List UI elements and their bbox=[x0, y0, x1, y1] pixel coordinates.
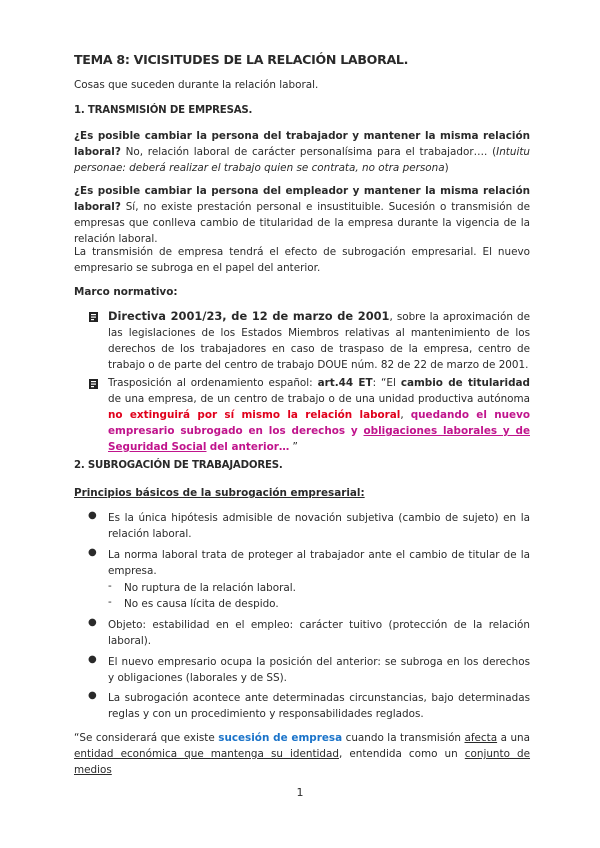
dash: - bbox=[108, 596, 112, 608]
notepad-icon bbox=[88, 311, 100, 323]
bullet-item-1: Es la única hipótesis admisible de novación subjetiva (cambio de sujeto) en la relación laboral. bbox=[108, 512, 530, 540]
sub-item-2: No es causa lícita de despido. bbox=[124, 598, 279, 610]
bullet-item-2: La norma laboral trata de proteger al trabajador ante el cambio de titular de la empresa. bbox=[108, 549, 530, 577]
question-2-paragraph bbox=[74, 183, 530, 247]
answer-1-end: ) bbox=[444, 162, 449, 174]
answer-1-italic: Intuitu personae: deberá realizar el trabajo quien se contrata, no otra persona bbox=[74, 146, 530, 174]
bullet-dot: ● bbox=[88, 510, 97, 521]
subrogado-highlight: quedando el nuevo empresario subrogado en los derechos y bbox=[108, 409, 530, 437]
section-heading-1: 1. TRANSMISIÓN DE EMPRESAS. bbox=[74, 105, 253, 116]
afecta-underlined: afecta bbox=[464, 732, 498, 744]
directiva-title: Directiva 2001/23, de 12 de marzo de 2001 bbox=[108, 309, 390, 323]
sucesion-paragraph bbox=[74, 730, 530, 778]
quote-close: ” bbox=[289, 441, 298, 453]
question-2: ¿Es posible cambiar la persona del empleador y mantener la misma relación laboral? bbox=[74, 185, 530, 213]
notepad-icon bbox=[88, 378, 100, 390]
sucesion-text-2: cuando la transmisión bbox=[342, 732, 465, 744]
bullet-dot: ● bbox=[88, 690, 97, 701]
directiva-text: , sobre la aproximación de las legislaciones de los Estados Miembros relativas al mantenimiento de los derechos de los trabajadores en caso de traspaso de la empresa, centro de trabajo o de parte del centro de trabajo DOUE núm. 82 de 22 de marzo de 2001. bbox=[108, 311, 530, 371]
trasposicion-text-2: de una empresa, de un centro de trabajo o de una unidad productiva autónoma bbox=[108, 393, 530, 405]
answer-1: No, relación laboral de carácter personalísima para el trabajador…. ( bbox=[125, 146, 497, 158]
page-title: TEMA 8: VICISITUDES DE LA RELACIÓN LABORAL. bbox=[74, 52, 409, 67]
bullet-dot: ● bbox=[88, 654, 97, 665]
conjunto-underlined: conjunto de medios bbox=[74, 748, 531, 776]
intro-text: Cosas que suceden durante la relación laboral. bbox=[74, 79, 319, 91]
bullet-dot: ● bbox=[88, 617, 97, 628]
bullet-item-5: La subrogación acontece ante determinadas circunstancias, bajo determinadas reglas y con un procedimiento y responsabilidades reglados. bbox=[108, 692, 530, 720]
directiva-item bbox=[108, 308, 530, 373]
answer-2: Sí, no existe prestación personal e insustituible. Sucesión o transmisión de empresas que conlleva cambio de titularidad de la empresa durante la vigencia de la relación laboral. bbox=[74, 201, 530, 245]
subrogation-paragraph: La transmisión de empresa tendrá el efecto de subrogación empresarial. El nuevo empresario se subroga en el papel del anterior. bbox=[74, 246, 530, 274]
del-anterior-highlight: del anterior… bbox=[209, 441, 290, 453]
no-extinguira-highlight: no extinguirá por sí mismo la relación laboral bbox=[108, 409, 401, 421]
obligaciones-highlight: obligaciones laborales y de Seguridad Social bbox=[108, 425, 530, 453]
marco-normativo-heading: Marco normativo: bbox=[74, 286, 178, 298]
entidad-underlined: entidad económica que mantenga su identidad bbox=[74, 748, 339, 760]
sucesion-text: “Se considerará que existe bbox=[74, 732, 219, 744]
sucesion-highlight: sucesión de empresa bbox=[218, 732, 343, 744]
bullet-dot: ● bbox=[88, 547, 97, 558]
sub-item-1: No ruptura de la relación laboral. bbox=[124, 582, 296, 594]
principios-heading: Principios básicos de la subrogación empresarial: bbox=[74, 487, 365, 499]
comma: , bbox=[400, 409, 411, 421]
question-1-paragraph bbox=[74, 128, 530, 176]
article-ref: art.44 ET bbox=[317, 377, 373, 389]
bullet-item-4: El nuevo empresario ocupa la posición del anterior: se subroga en los derechos y obligaciones (laborales y de SS). bbox=[108, 656, 530, 684]
trasposicion-text: Trasposición al ordenamiento español: bbox=[108, 377, 318, 389]
section-heading-2: 2. SUBROGACIÓN DE TRABAJADORES. bbox=[74, 460, 283, 471]
page-number: 1 bbox=[296, 786, 304, 799]
question-1: ¿Es posible cambiar la persona del trabajador y mantener la misma relación laboral? bbox=[74, 130, 530, 158]
sucesion-text-4: , entendida como un bbox=[339, 748, 465, 760]
sucesion-text-3: a una bbox=[497, 732, 530, 744]
dash: - bbox=[108, 580, 112, 592]
bullet-item-3: Objeto: estabilidad en el empleo: carácter tuitivo (protección de la relación laboral). bbox=[108, 619, 530, 647]
quote-open: : “El bbox=[372, 377, 401, 389]
trasposicion-item bbox=[108, 375, 530, 455]
cambio-titularidad: cambio de titularidad bbox=[400, 377, 530, 389]
